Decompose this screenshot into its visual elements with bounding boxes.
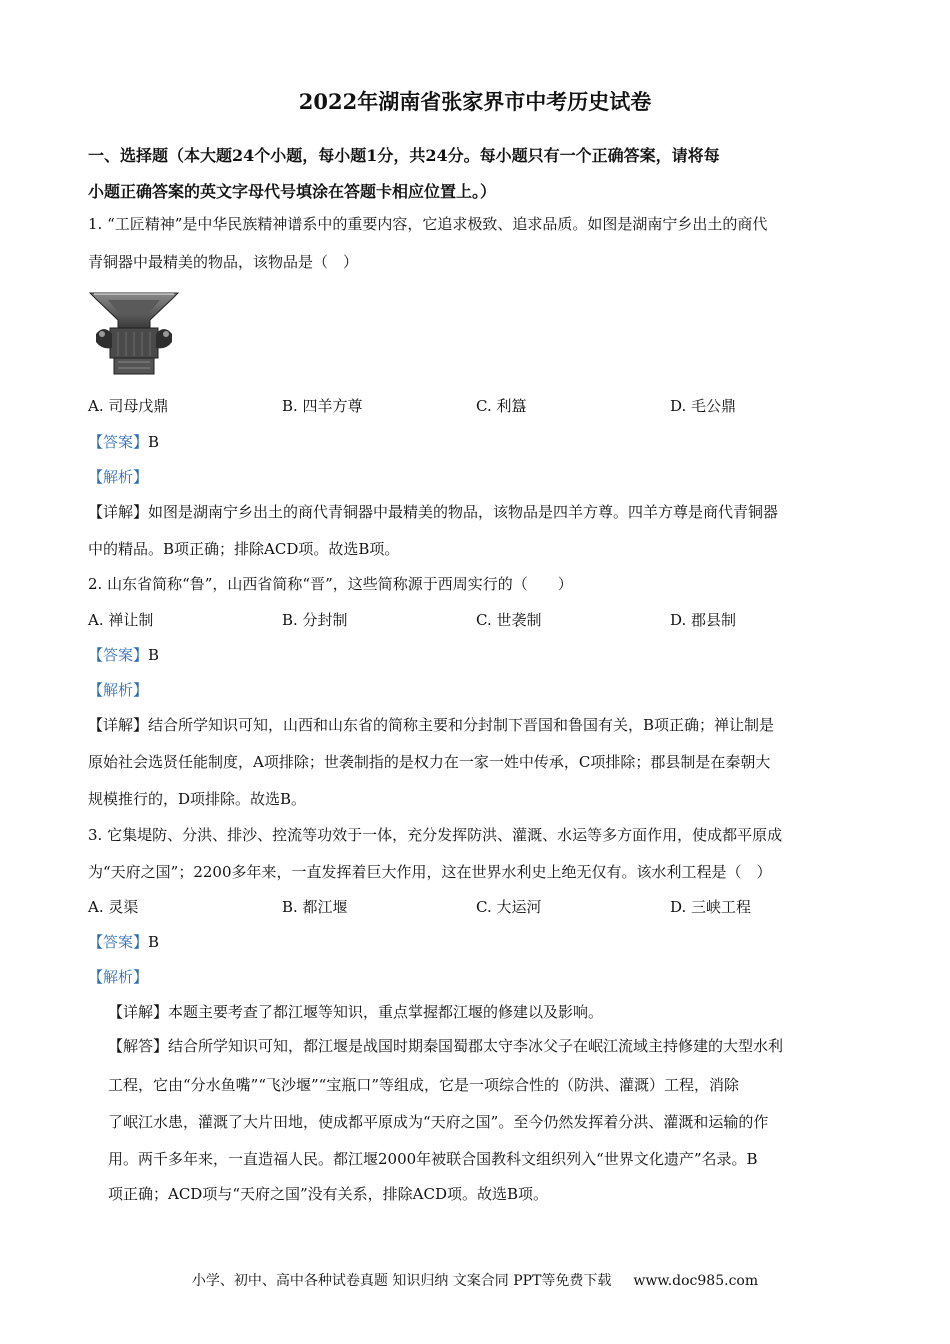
exam-title: 2022年湖南省张家界市中考历史试卷 (298, 89, 652, 114)
q3-stem-line: 3. 它集堤防、分洪、排沙、控流等功效于一体，充分发挥防洪、灌溉、水运等多方面作用，使成都平原成 (88, 826, 783, 844)
analysis-tag: 【解析】 (88, 968, 149, 986)
footer-url[interactable]: www.doc985.com (633, 1273, 759, 1289)
q1-detail-text: 如图是湖南宁乡出土的商代青铜器中最精美的物品，该物品是四羊方尊。四羊方尊是商代青铜器 (148, 503, 779, 521)
q2-analysis (88, 680, 878, 700)
q1-answer (88, 432, 878, 452)
q2-stem-line: 2. 山东省简称“鲁”，山西省简称“晋”，这些简称源于西周实行的（ ） (88, 575, 573, 593)
analysis-tag: 【解析】 (88, 681, 149, 699)
q1-option-d: D. 毛公鼎 (670, 397, 737, 415)
q3-option-a: A. 灵渠 (88, 898, 139, 916)
answer-tag: 【答案】 (88, 646, 149, 664)
q3-analysis (88, 967, 878, 987)
q3-detail-text: 本题主要考查了都江堰等知识，重点掌握都江堰的修建以及影响。 (168, 1003, 604, 1021)
q3-stem-line: 为“天府之国”；2200多年来，一直发挥着巨大作用，这在世界水利史上绝无仅有。该水利工程是（ ） (88, 863, 772, 881)
section-heading-line: 小题正确答案的英文字母代号填涂在答题卡相应位置上。） (88, 182, 497, 201)
q3-detail-line (108, 1002, 878, 1022)
q2-detail-line: 规模推行的，D项排除。故选B。 (88, 790, 307, 808)
q1-stem-line: 1. “工匠精神”是中华民族精神谱系中的重要内容，它追求极致、追求品质。如图是湖南宁乡出土的商代 (88, 215, 768, 233)
q1-analysis (88, 467, 878, 487)
q1-detail-line (88, 502, 878, 522)
q3-solution-line: 项正确；ACD项与“天府之国”没有关系，排除ACD项。故选B项。 (108, 1185, 549, 1203)
q2-detail-text: 结合所学知识可知，山西和山东省的简称主要和分封制下晋国和鲁国有关，B项正确；禅让制是 (148, 716, 775, 734)
q1-answer-value: B (148, 433, 160, 451)
q2-answer-value: B (148, 646, 160, 664)
analysis-tag: 【解析】 (88, 468, 149, 486)
q3-solution-line: 工程，它由“分水鱼嘴”“飞沙堰”“宝瓶口”等组成，它是一项综合性的（防洪、灌溉）工程，消除 (108, 1076, 740, 1094)
q3-answer-value: B (148, 933, 160, 951)
q2-detail-line (88, 715, 878, 735)
q3-solution-text: 结合所学知识可知，都江堰是战国时期秦国蜀郡太守李冰父子在岷江流域主持修建的大型水利 (168, 1037, 784, 1055)
section-heading (88, 138, 878, 210)
q2-answer (88, 645, 878, 665)
q3-option-b: B. 都江堰 (282, 898, 348, 916)
q3-solution-line: 了岷江水患，灌溉了大片田地，使成都平原成为“天府之国”。至今仍然发挥着分洪、灌溉和运输的作 (108, 1113, 769, 1131)
detail-tag: 【详解】 (88, 503, 149, 521)
q2-option-c: C. 世袭制 (476, 611, 542, 629)
footer-text: 小学、初中、高中各种试卷真题 知识归纳 文案合同 PPT等免费下载 (191, 1273, 612, 1289)
q1-option-a: A. 司母戊鼎 (88, 397, 169, 415)
section-heading-line: 一、选择题（本大题24个小题，每小题1分，共24分。每小题只有一个正确答案，请将每 (88, 146, 720, 165)
q3-option-c: C. 大运河 (476, 898, 542, 916)
q3-answer (88, 932, 878, 952)
q1-option-b: B. 四羊方尊 (282, 397, 363, 415)
q3-option-d: D. 三峡工程 (670, 898, 752, 916)
answer-tag: 【答案】 (88, 933, 149, 951)
q1-detail-line: 中的精品。B项正确；排除ACD项。故选B项。 (88, 540, 400, 558)
four-ram-square-zun-image (88, 290, 180, 376)
q2-option-b: B. 分封制 (282, 611, 348, 629)
detail-tag: 【详解】 (108, 1003, 169, 1021)
page-footer (0, 1270, 950, 1290)
solution-tag: 【解答】 (108, 1037, 169, 1055)
detail-tag: 【详解】 (88, 716, 149, 734)
q1-stem-line: 青铜器中最精美的物品，该物品是（ ） (88, 253, 359, 271)
answer-tag: 【答案】 (88, 433, 149, 451)
q3-solution-line: 用。两千多年来，一直造福人民。都江堰2000年被联合国教科文组织列入“世界文化遗产”名录。B (108, 1150, 758, 1168)
q1-option-c: C. 利簋 (476, 397, 527, 415)
q2-detail-line: 原始社会选贤任能制度，A项排除；世袭制指的是权力在一家一姓中传承，C项排除；郡县制是在秦朝大 (88, 753, 771, 771)
q3-solution-line (108, 1036, 878, 1056)
q2-option-a: A. 禅让制 (88, 611, 154, 629)
q2-option-d: D. 郡县制 (670, 611, 737, 629)
